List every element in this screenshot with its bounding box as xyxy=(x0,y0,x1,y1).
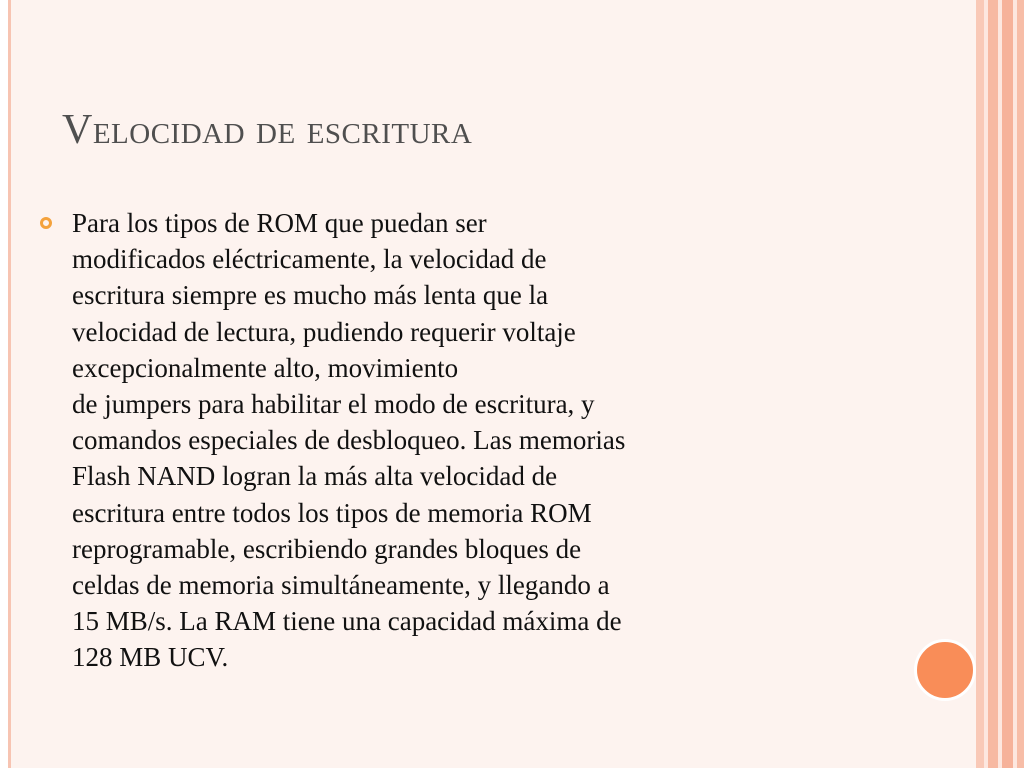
text-line: Flash NAND logran la más alta velocidad de xyxy=(72,461,558,492)
text-line: 15 MB/s. La RAM tiene una capacidad máxima de xyxy=(72,606,622,637)
bullet-text xyxy=(72,205,876,676)
text-line: celdas de memoria simultáneamente, y llegando a xyxy=(72,570,610,601)
decorative-stripe xyxy=(976,0,984,768)
decorative-stripe xyxy=(1017,0,1024,768)
bullet-item xyxy=(36,205,876,676)
bullet-list xyxy=(36,205,876,676)
text-line: escritura entre todos los tipos de memoria ROM xyxy=(72,497,592,528)
text-line: reprogramable, escribiendo grandes bloques de xyxy=(72,533,582,564)
text-line: Para los tipos de ROM que puedan ser xyxy=(72,208,487,238)
text-line: excepcionalmente alto, movimiento xyxy=(72,352,459,383)
decorative-stripe xyxy=(988,0,998,768)
decorative-stripe xyxy=(1002,0,1013,768)
text-line: comandos especiales de desbloqueo. Las memorias xyxy=(72,425,626,456)
slide-title: Velocidad de escritura xyxy=(62,107,473,153)
decorative-circle-icon xyxy=(914,639,976,701)
text-line: escritura siempre es mucho más lenta que la xyxy=(72,280,549,311)
circle-bullet-icon xyxy=(40,217,52,229)
text-line: de jumpers para habilitar el modo de escritura, y xyxy=(72,389,595,420)
text-line: velocidad de lectura, pudiendo requerir voltaje xyxy=(72,316,576,347)
text-line: modificados eléctricamente, la velocidad de xyxy=(72,244,547,275)
text-line: 128 MB UCV. xyxy=(72,642,229,673)
